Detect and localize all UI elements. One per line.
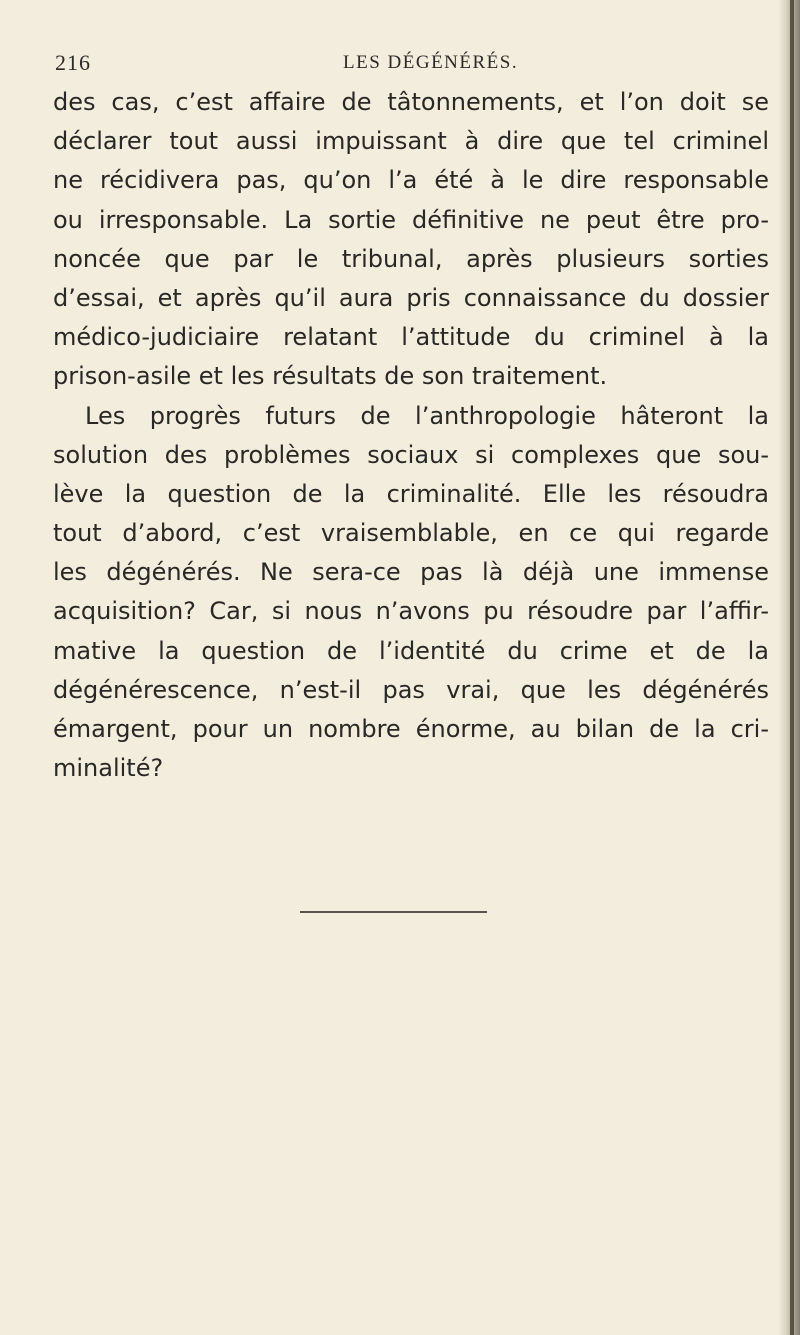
text-line: médico-judiciaire relatant l’attitude du criminel à la <box>53 323 769 352</box>
text-line: solution des problèmes sociaux si complexes que sou- <box>53 440 769 469</box>
page-edge-line <box>790 0 794 1335</box>
text-line: lève la question de la criminalité. Elle les résoudra <box>53 479 769 508</box>
text-line: tout d’abord, c’est vraisemblable, en ce qui regarde <box>53 519 769 548</box>
running-head: LES DÉGÉNÉRÉS. <box>343 52 519 73</box>
text-line: déclarer tout aussi impuissant à dire que tel criminel <box>53 127 769 156</box>
text-line: prison-asile et les résultats de son traitement. <box>53 362 608 391</box>
end-of-chapter-rule <box>300 911 487 913</box>
text-line: ne récidivera pas, qu’on l’a été à le dire responsable <box>53 166 769 195</box>
text-line: ou irresponsable. La sortie définitive ne peut être pro- <box>53 205 769 234</box>
text-line-indented: Les progrès futurs de l’anthropologie hâteront la <box>85 401 769 430</box>
text-line: noncée que par le tribunal, après plusieurs sorties <box>53 244 769 273</box>
text-line: les dégénérés. Ne sera-ce pas là déjà une immense <box>53 558 769 587</box>
page-header <box>55 50 765 80</box>
text-line: minalité? <box>53 754 164 783</box>
text-line: d’essai, et après qu’il aura pris connaissance du dossier <box>53 283 769 312</box>
text-line: émargent, pour un nombre énorme, au bilan de la cri- <box>53 715 769 743</box>
text-line: des cas, c’est affaire de tâtonnements, et l’on doit se <box>53 88 769 116</box>
body-text <box>53 83 769 788</box>
text-line: dégénérescence, n’est-il pas vrai, que les dégénérés <box>53 675 769 704</box>
text-line: mative la question de l’identité du crime et de la <box>53 636 769 665</box>
page-edge-shadow <box>778 0 800 1335</box>
text-line: acquisition? Car, si nous n’avons pu résoudre par l’affir- <box>53 597 769 626</box>
page-number: 216 <box>55 50 91 75</box>
